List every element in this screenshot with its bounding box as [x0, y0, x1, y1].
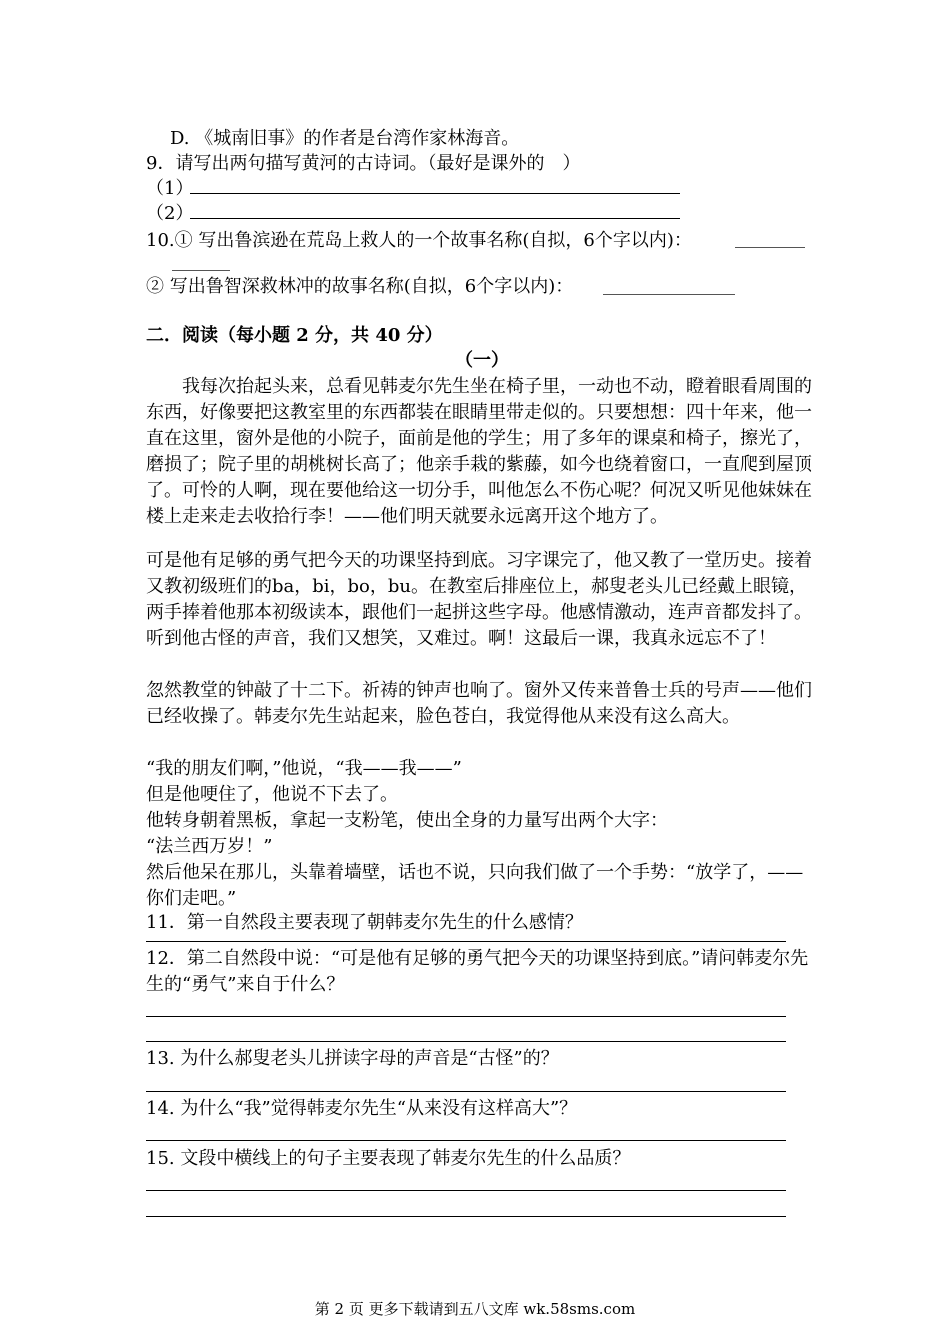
paragraph-8: 然后他呆在那儿，头靠着墙壁，话也不说，只向我们做了一个手势：“放学了，——你们走吧。”	[146, 862, 804, 909]
page-footer: 第 2 页 更多下载请到五八文库 wk.58sms.com	[314, 1300, 636, 1318]
question-14: 14. 为什么“我”觉得韩麦尔先生“从来没有这样高大”？	[146, 1098, 578, 1119]
question-10b: ② 写出鲁智深救林冲的故事名称(自拟，6个字以内)：	[146, 276, 574, 297]
q15-answer-line-2[interactable]	[146, 1216, 786, 1217]
q12-answer-line-1[interactable]	[146, 1016, 786, 1017]
paragraph-5: 但是他哽住了，他说不下去了。	[146, 784, 398, 805]
q9-label-1: （1）	[146, 178, 194, 199]
question-11: 11．第一自然段主要表现了朝韩麦尔先生的什么感情？	[146, 912, 583, 933]
paragraph-6: 他转身朝着黑板，拿起一支粉笔，使出全身的力量写出两个大字：	[146, 810, 668, 831]
paragraph-1: 我每次抬起头来，总看见韩麦尔先生坐在椅子里，一动也不动，瞪着眼看周围的东西，好像要把这教室里的东西都装在眼睛里带走似的。只要想想：四十年来，他一直在这里，窗外是他的小院子，面前是他的学生；用了多年的课桌和椅子，擦光了，磨损了；院子里的胡桃树长高了；他亲手栽的紫藤，如今也绕着窗口，一直爬到屋顶了。可怜的人啊，现在要他给这一切分手，叫他怎么不伤心呢？何况又听见他妹妹在楼上走来走去收拾行李！——他们明天就要永远离开这个地方了。	[146, 376, 812, 527]
q9-answer-line-2[interactable]	[190, 218, 680, 219]
question-12: 12．第二自然段中说：“可是他有足够的勇气把今天的功课坚持到底。”请问韩麦尔先生的“勇气”来自于什么？	[146, 948, 809, 995]
q10a-answer-line-cont[interactable]	[172, 270, 230, 271]
q10b-answer-line[interactable]	[603, 294, 735, 295]
q12-answer-line-2[interactable]	[146, 1041, 786, 1042]
q9-label-2: （2）	[146, 203, 194, 224]
paragraph-7: “法兰西万岁！”	[146, 836, 273, 857]
paragraph-2: 可是他有足够的勇气把今天的功课坚持到底。习字课完了，他又教了一堂历史。接着又教初级班们的ba，bi，bo，bu。在教室后排座位上，郝叟老头儿已经戴上眼镜，两手捧着他那本初级读本，跟他们一起拼这些字母。他感情激动，连声音都发抖了。听到他古怪的声音，我们又想笑，又难过。啊！这最后一课，我真永远忘不了！	[146, 550, 812, 649]
q10a-answer-line[interactable]	[735, 247, 805, 248]
question-13: 13. 为什么郝叟老头儿拼读字母的声音是“古怪”的？	[146, 1048, 559, 1069]
section-heading: 二．阅读（每小题 2 分，共 40 分）	[146, 325, 443, 346]
paragraph-4: “我的朋友们啊，”他说，“我——我——”	[146, 758, 462, 779]
q15-answer-line-1[interactable]	[146, 1190, 786, 1191]
q9-answer-line-1[interactable]	[190, 193, 680, 194]
question-15: 15. 文段中横线上的句子主要表现了韩麦尔先生的什么品质？	[146, 1148, 631, 1169]
option-d: D. 《城南旧事》的作者是台湾作家林海音。	[170, 128, 520, 149]
question-10a: 10.① 写出鲁滨逊在荒岛上救人的一个故事名称(自拟，6个字以内)：	[146, 230, 692, 251]
q13-answer-line[interactable]	[146, 1091, 786, 1092]
passage-subtitle: （一）	[455, 350, 509, 371]
q11-answer-line[interactable]	[146, 941, 786, 942]
question-9: 9．请写出两句描写黄河的古诗词。（最好是课外的 ）	[146, 153, 581, 174]
q14-answer-line[interactable]	[146, 1140, 786, 1141]
paragraph-3: 忽然教堂的钟敲了十二下。祈祷的钟声也响了。窗外又传来普鲁士兵的号声——他们已经收操了。韩麦尔先生站起来，脸色苍白，我觉得他从来没有这么高大。	[146, 680, 812, 727]
